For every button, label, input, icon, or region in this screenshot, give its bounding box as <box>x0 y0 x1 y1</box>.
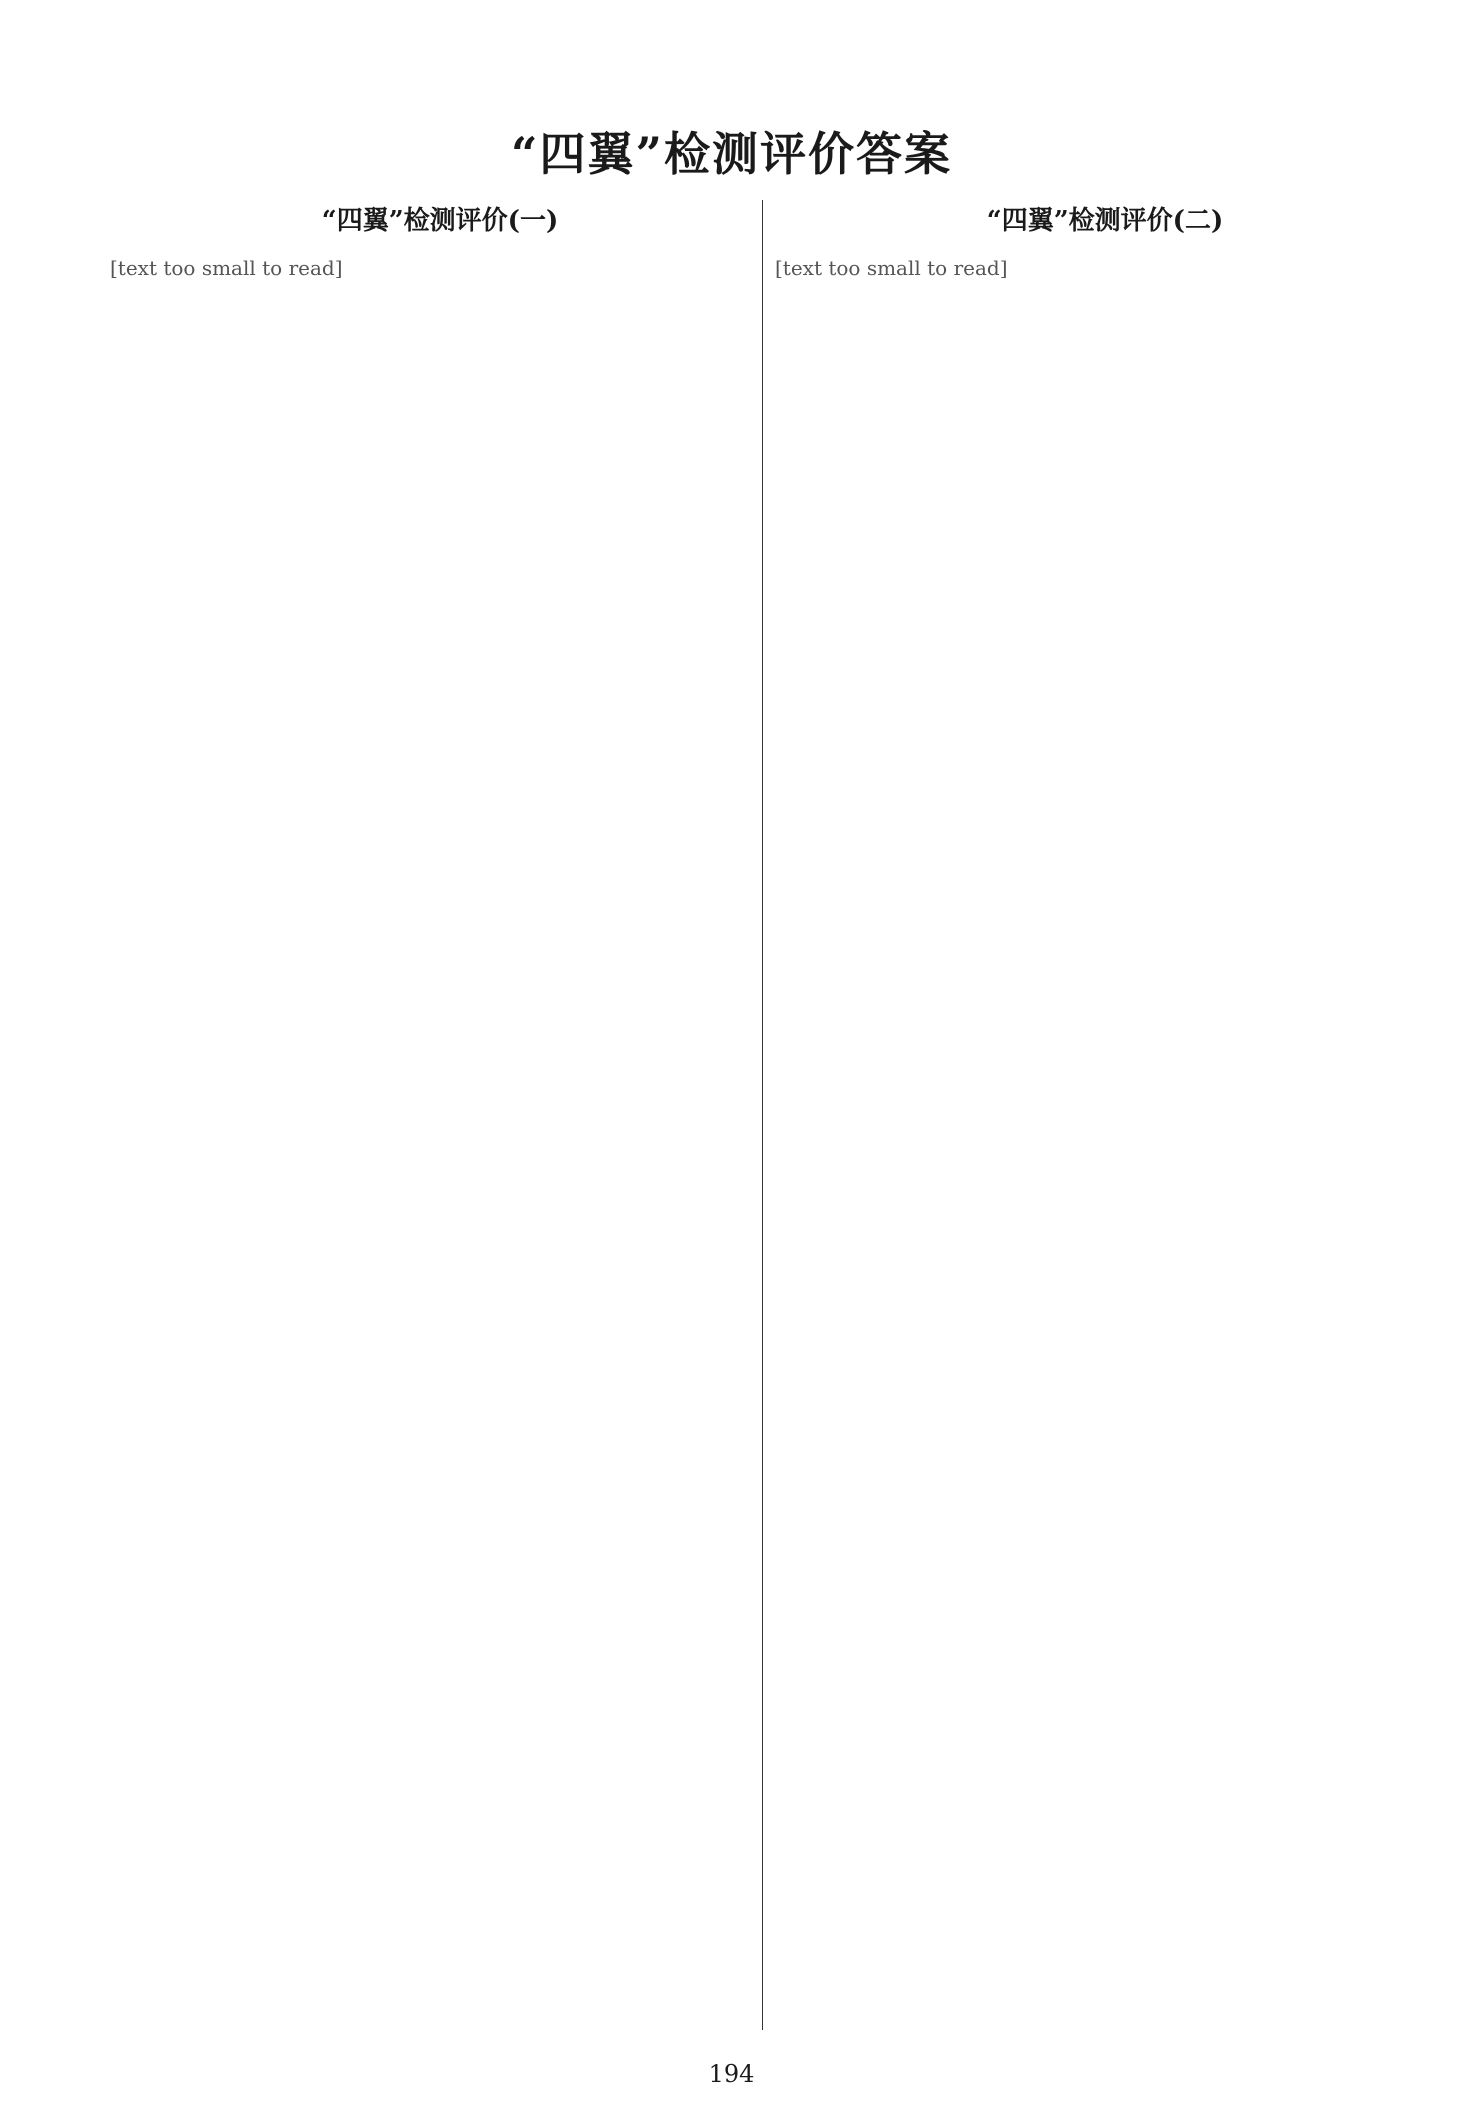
page-title: “四翼”检测评价答案 <box>511 127 952 181</box>
answers-placeholder-1: [text too small to read] <box>110 256 343 280</box>
column-divider <box>762 200 763 2030</box>
left-column <box>110 200 770 285</box>
section-title-1: “四翼”检测评价(一) <box>321 206 559 236</box>
page-number: 194 <box>708 2060 755 2088</box>
section-title-2: “四翼”检测评价(二) <box>986 206 1224 236</box>
answers-placeholder-2: [text too small to read] <box>775 256 1008 280</box>
right-column <box>775 200 1435 285</box>
